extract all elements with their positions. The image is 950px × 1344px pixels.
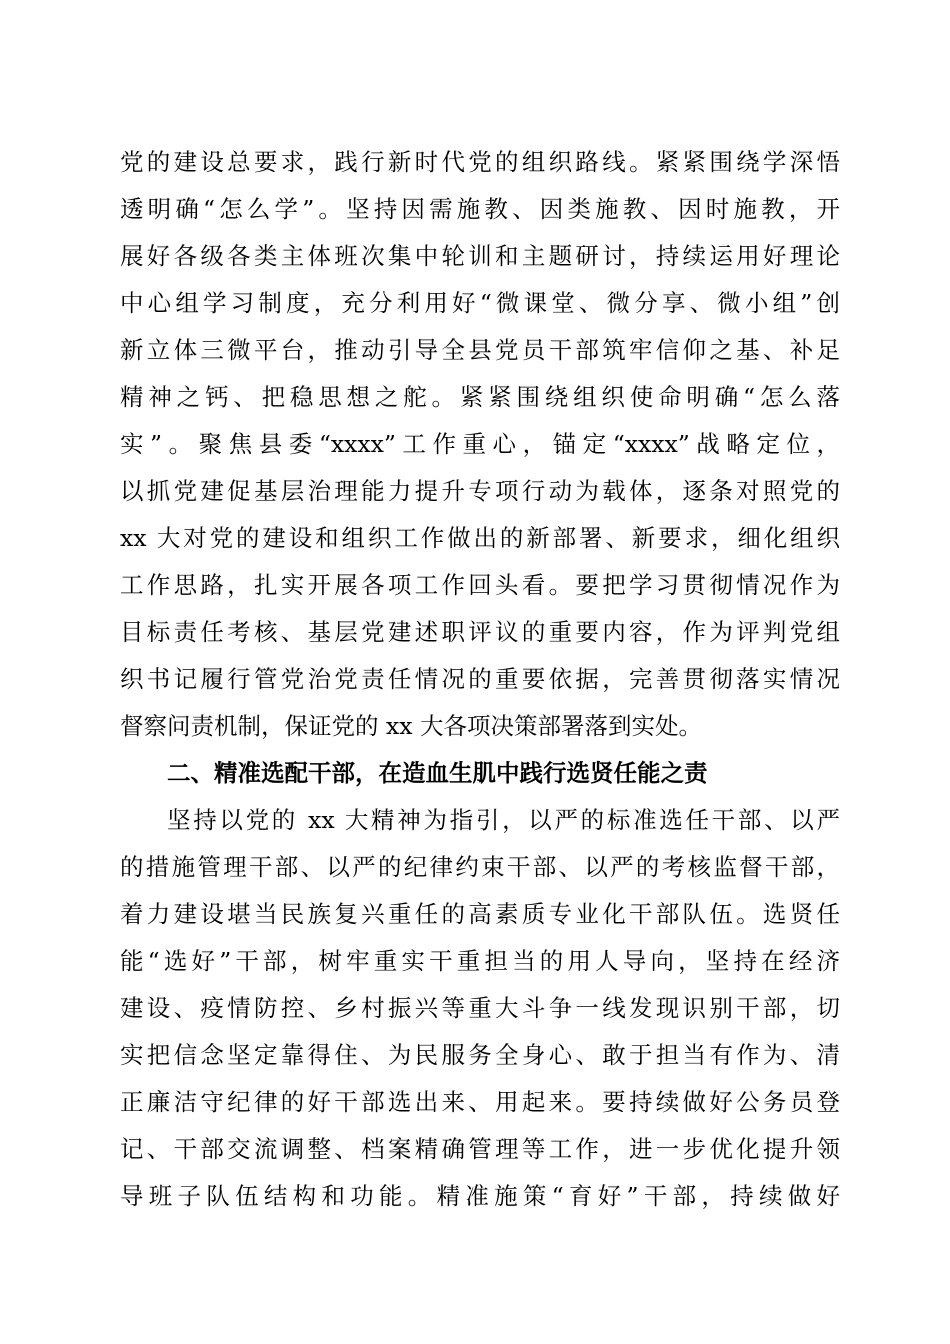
paragraph-2-line-3: 着力建设堪当民族复兴重任的高素质专业化干部队伍。选贤任 — [120, 900, 840, 928]
document-body — [120, 139, 840, 1220]
paragraph-1-line-5: 新立体三微平台，推动引导全县党员干部筑牢信仰之基、补足 — [120, 336, 840, 364]
paragraph-1-line-1: 党的建设总要求，践行新时代党的组织路线。紧紧围绕学深悟 — [120, 148, 840, 176]
paragraph-1-line-2: 透明确“怎么学”。坚持因需施教、因类施教、因时施教，开 — [120, 195, 840, 223]
paragraph-1-line-4: 中心组学习制度，充分利用好“微课堂、微分享、微小组”创 — [120, 289, 840, 317]
paragraph-2-line-9: 导班子队伍结构和功能。精准施策“育好”干部，持续做好 — [120, 1182, 840, 1210]
paragraph-1 — [120, 139, 840, 750]
paragraph-1-line-11: 目标责任考核、基层党建述职评议的重要内容，作为评判党组 — [120, 618, 840, 646]
paragraph-1-line-7: 实”。聚焦县委“xxxx”工作重心，锚定“xxxx”战略定位， — [120, 430, 840, 458]
paragraph-2-line-4: 能“选好”干部，树牢重实干重担当的用人导向，坚持在经济 — [120, 947, 840, 975]
paragraph-2 — [120, 797, 840, 1220]
paragraph-2-line-1: 坚持以党的 xx 大精神为指引，以严的标准选任干部、以严 — [167, 806, 840, 834]
paragraph-2-line-7: 正廉洁守纪律的好干部选出来、用起来。要持续做好公务员登 — [120, 1088, 840, 1116]
paragraph-1-line-13: 督察问责机制，保证党的 xx 大各项决策部署落到实处。 — [120, 712, 702, 740]
paragraph-1-line-8: 以抓党建促基层治理能力提升专项行动为载体，逐条对照党的 — [120, 477, 840, 505]
paragraph-2-line-6: 实把信念坚定靠得住、为民服务全身心、敢于担当有作为、清 — [120, 1041, 840, 1069]
paragraph-1-line-10: 工作思路，扎实开展各项工作回头看。要把学习贯彻情况作为 — [120, 571, 840, 599]
paragraph-2-line-5: 建设、疫情防控、乡村振兴等重大斗争一线发现识别干部，切 — [120, 994, 840, 1022]
paragraph-2-line-2: 的措施管理干部、以严的纪律约束干部、以严的考核监督干部， — [120, 853, 840, 881]
paragraph-1-line-6: 精神之钙、把稳思想之舵。紧紧围绕组织使命明确“怎么落 — [120, 383, 840, 411]
paragraph-1-line-3: 展好各级各类主体班次集中轮训和主题研讨，持续运用好理论 — [120, 242, 840, 270]
section-heading-2: 二、精准选配干部，在造血生肌中践行选贤任能之责 — [167, 759, 708, 787]
paragraph-1-line-9: xx 大对党的建设和组织工作做出的新部署、新要求，细化组织 — [120, 524, 840, 552]
paragraph-1-line-12: 织书记履行管党治党责任情况的重要依据，完善贯彻落实情况 — [120, 665, 840, 693]
paragraph-2-line-8: 记、干部交流调整、档案精确管理等工作，进一步优化提升领 — [120, 1135, 840, 1163]
